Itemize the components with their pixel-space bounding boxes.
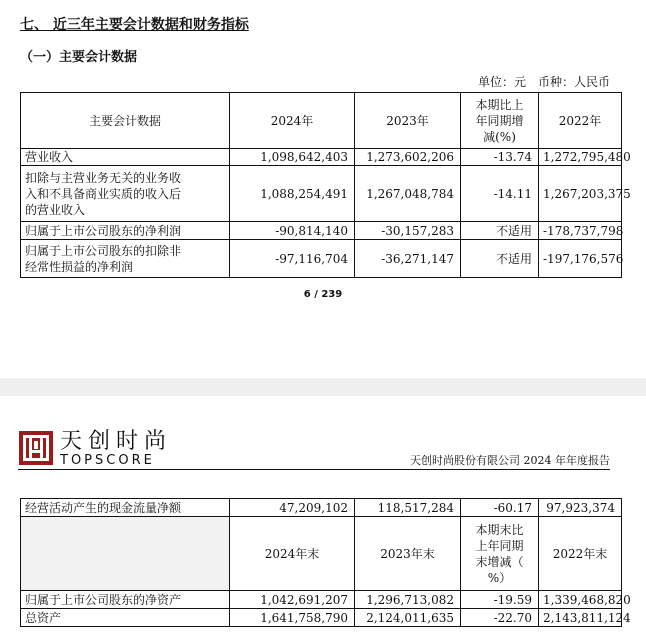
header-2024: 2024年	[230, 93, 355, 149]
value-change: -13.74	[461, 149, 539, 166]
header-change	[461, 517, 539, 591]
section-title: 七、 近三年主要会计数据和财务指标	[20, 17, 249, 33]
header-item: 主要会计数据	[21, 93, 230, 149]
header-change	[461, 93, 539, 149]
header-item	[21, 517, 230, 591]
value-2024: 1,098,642,403	[230, 149, 355, 166]
row-label: 总资产	[21, 609, 230, 627]
value-change: 不适用	[461, 222, 539, 240]
value-change: 不适用	[461, 240, 539, 278]
unit-currency-note: 单位：元 币种：人民币	[477, 75, 610, 89]
topscore-logo-icon	[18, 430, 54, 466]
header-divider	[18, 469, 610, 470]
table-row	[21, 240, 622, 278]
header-change-line: 年同期增	[475, 113, 524, 128]
row-label-line: 经常性损益的净利润	[25, 259, 134, 274]
table-row	[21, 609, 622, 627]
value-2024: 1,641,758,790	[230, 609, 355, 627]
header-change-line: 本期比上	[475, 97, 524, 112]
value-change: -14.11	[461, 166, 539, 222]
header-change-line: 上年同期	[475, 538, 524, 553]
value-change: -60.17	[461, 499, 539, 517]
header-2022-end: 2022年末	[539, 517, 622, 591]
page-number: 6 / 239	[303, 289, 343, 300]
value-2023: 2,124,011,635	[355, 609, 461, 627]
row-label-line: 扣除与主营业务无关的业务收	[25, 170, 182, 185]
value-2022: 1,272,795,480	[539, 149, 622, 166]
value-2022: -197,176,576	[539, 240, 622, 278]
row-label: 归属于上市公司股东的净资产	[21, 591, 230, 609]
value-2024: 1,088,254,491	[230, 166, 355, 222]
table-row	[21, 149, 622, 166]
row-label: 归属于上市公司股东的净利润	[21, 222, 230, 240]
header-2023: 2023年	[355, 93, 461, 149]
value-2023: 1,267,048,784	[355, 166, 461, 222]
row-label-line: 的营业收入	[25, 202, 86, 217]
report-title: 天创时尚股份有限公司 2024 年年度报告	[410, 454, 610, 467]
row-label: 经营活动产生的现金流量净额	[21, 499, 230, 517]
value-2022: 97,923,374	[539, 499, 622, 517]
header-change-line: 减(%)	[483, 129, 516, 144]
value-2022: 1,267,203,375	[539, 166, 622, 222]
value-2023: 1,296,713,082	[355, 591, 461, 609]
value-change: -19.59	[461, 591, 539, 609]
table-row	[21, 591, 622, 609]
brand-name-cn: 天创时尚	[60, 429, 173, 454]
row-label: 营业收入	[21, 149, 230, 166]
value-2024: 47,209,102	[230, 499, 355, 517]
value-2022: 1,339,468,820	[539, 591, 622, 609]
value-2023: 118,517,284	[355, 499, 461, 517]
row-label-line: 入和不具备商业实质的收入后	[25, 186, 182, 201]
accounting-data-table	[20, 92, 631, 278]
header-2023-end: 2023年末	[355, 517, 461, 591]
row-label-line: 归属于上市公司股东的扣除非	[25, 243, 182, 258]
header-2024-end: 2024年末	[230, 517, 355, 591]
table-row	[21, 166, 622, 222]
header-change-line: %）	[487, 570, 512, 585]
table-row	[21, 222, 622, 240]
value-2024: -97,116,704	[230, 240, 355, 278]
header-2022: 2022年	[539, 93, 622, 149]
accounting-data-table-continued	[20, 498, 631, 627]
row-label	[21, 166, 230, 222]
table-header-row	[21, 93, 622, 149]
header-change-line: 本期末比	[475, 522, 524, 537]
subsection-title: （一）主要会计数据	[20, 50, 138, 65]
value-2023: 1,273,602,206	[355, 149, 461, 166]
value-2022: 2,143,811,124	[539, 609, 622, 627]
value-2022: -178,737,798	[539, 222, 622, 240]
value-change: -22.70	[461, 609, 539, 627]
value-2024: -90,814,140	[230, 222, 355, 240]
value-2023: -36,271,147	[355, 240, 461, 278]
value-2023: -30,157,283	[355, 222, 461, 240]
table-row	[21, 499, 622, 517]
table-header-row	[21, 517, 622, 591]
value-2024: 1,042,691,207	[230, 591, 355, 609]
brand-name-en: TOPSCORE	[60, 453, 155, 468]
page-separator	[0, 378, 646, 396]
header-change-line: 末增减（	[475, 554, 524, 569]
row-label	[21, 240, 230, 278]
